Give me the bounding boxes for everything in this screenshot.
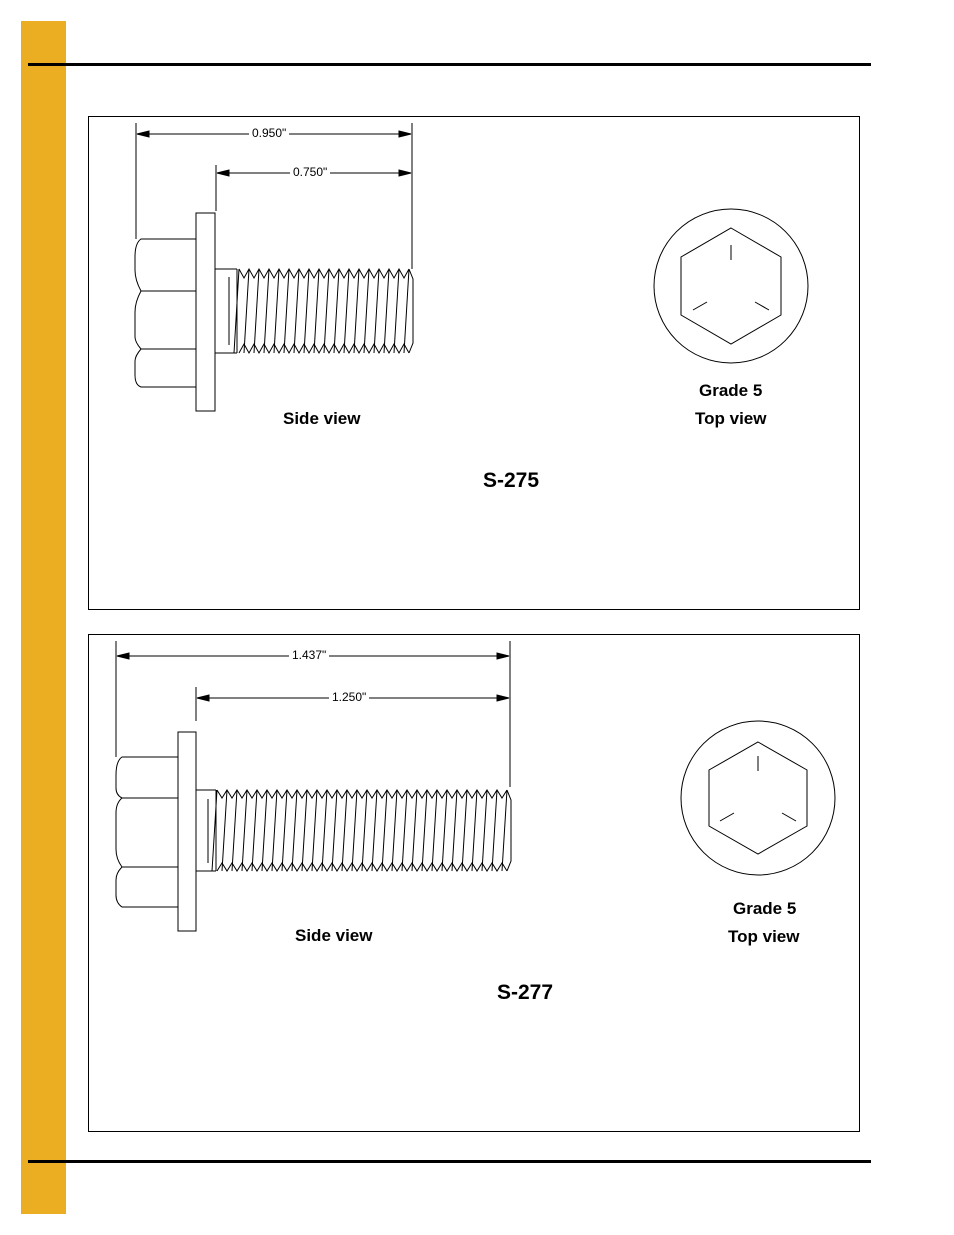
flange-washer [196,213,215,411]
thread-tip [507,790,511,871]
grade-mark [755,302,769,310]
flange-washer [178,732,196,931]
side-view-label: Side view [283,409,361,428]
thread-lines [212,790,507,871]
arrowhead [137,131,149,137]
hex-head [135,239,196,387]
thread-tip [409,269,413,353]
top-view-washer-circle [654,209,808,363]
side-view-label: Side view [295,926,373,945]
bolt-panel-s275 [88,116,860,610]
header-rule [28,63,871,66]
overall-length-label: 0.950" [249,126,289,140]
bolt-panel-s277 [88,634,860,1132]
grade-label: Grade 5 [699,381,763,400]
arrowhead [497,695,509,701]
thread-length-label: 0.750" [290,165,330,179]
arrowhead [117,653,129,659]
arrowhead [399,131,411,137]
hex-head [116,757,178,907]
arrowhead [399,170,411,176]
grade-mark [693,302,707,310]
top-view-label: Top view [728,927,800,946]
bolt-drawing-s275 [89,117,861,611]
footer-rule [28,1160,871,1163]
arrowhead [497,653,509,659]
arrowhead [217,170,229,176]
top-view-label: Top view [695,409,767,428]
bolt-drawing-s277 [89,635,861,1133]
grade-mark [782,813,796,821]
thread-lines [234,269,409,353]
grade-mark [720,813,734,821]
arrowhead [197,695,209,701]
thread-crest-top [239,269,409,278]
part-number: S-275 [483,469,540,492]
grade-label: Grade 5 [733,899,797,918]
thread-crest-top [217,790,507,798]
overall-length-label: 1.437" [289,648,329,662]
part-number: S-277 [497,981,554,1004]
top-view-washer-circle [681,721,835,875]
side-accent-band [21,21,66,1214]
thread-length-label: 1.250" [329,690,369,704]
